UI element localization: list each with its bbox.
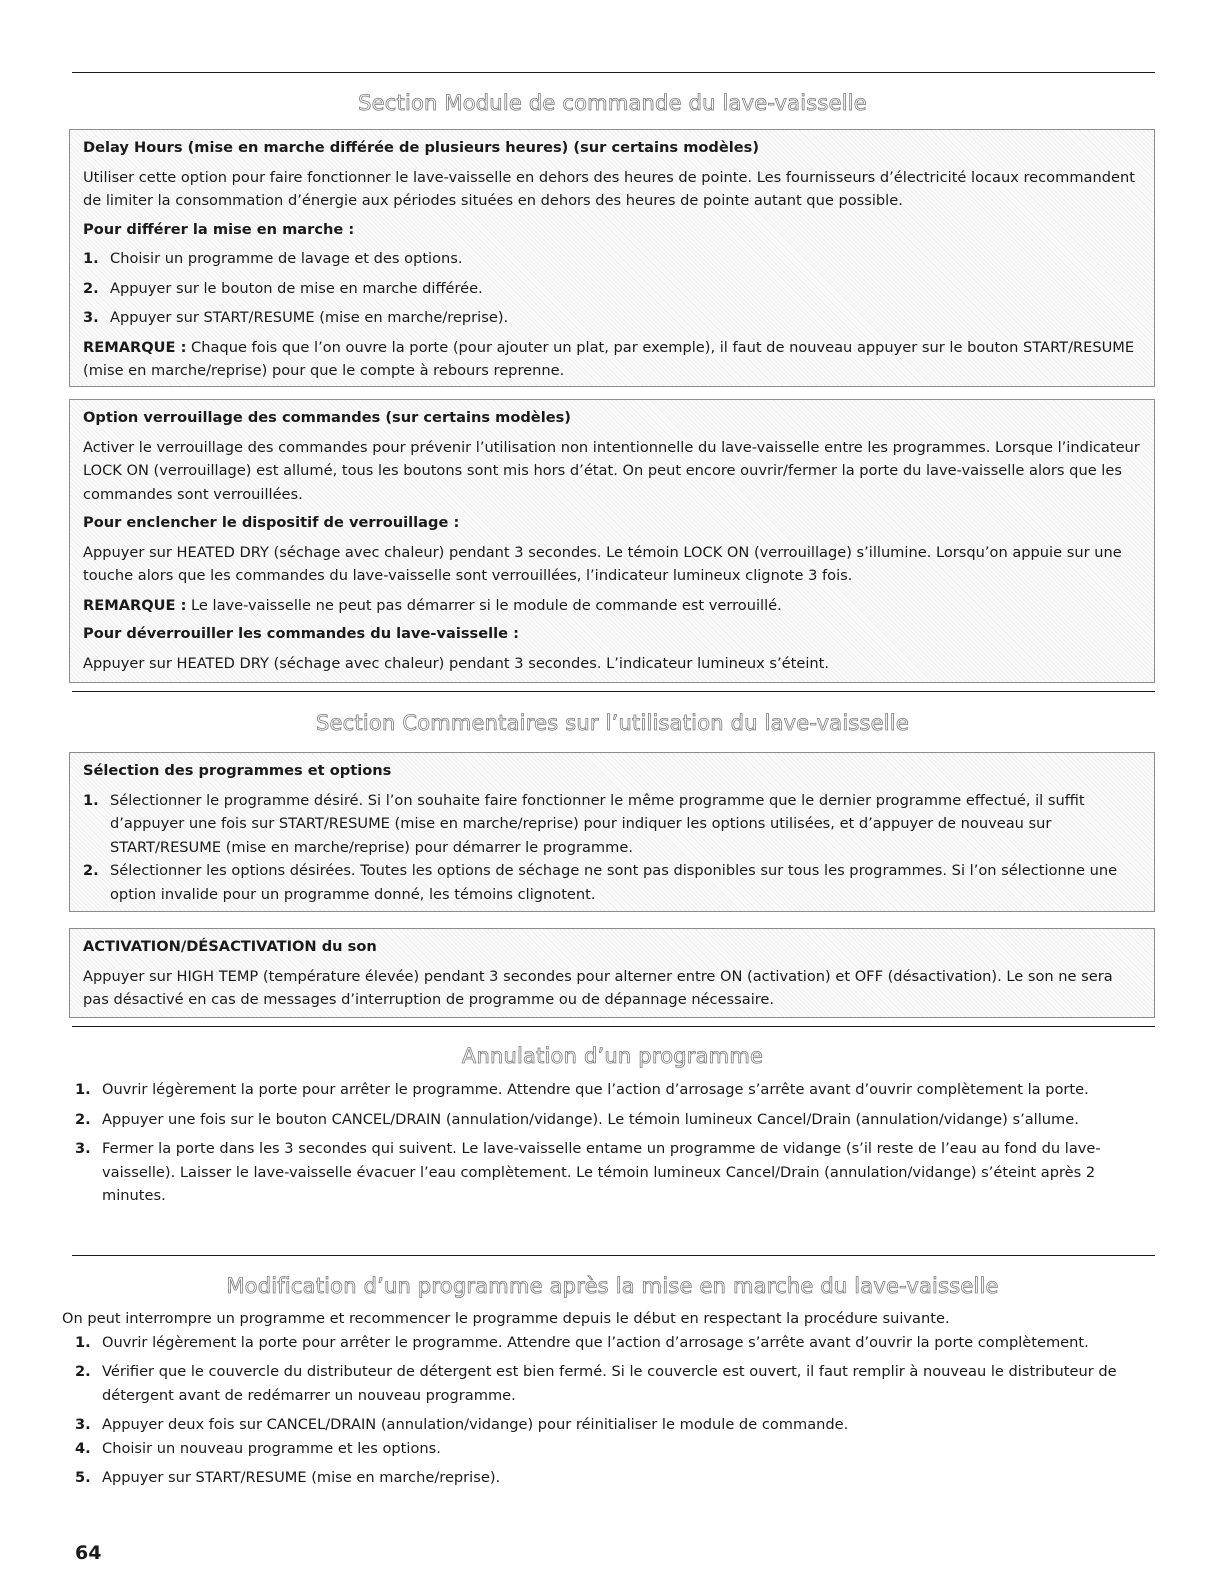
program-selection-box: [69, 752, 1155, 912]
unlock-instructions: Appuyer sur HEATED DRY (séchage avec chaleur) pendant 3 secondes. L’indicateur lumineux s’éteint.: [83, 654, 829, 672]
step-text: Appuyer sur le bouton de mise en marche différée.: [110, 279, 483, 297]
delay-hours-subheading: Pour différer la mise en marche :: [83, 220, 355, 238]
section-title-cancel-program: Annulation d’un programme: [461, 1044, 764, 1068]
delay-hours-box: [69, 129, 1155, 387]
page-number: 64: [75, 1542, 102, 1564]
section-title-usage-comments: Section Commentaires sur l’utilisation du lave-vaisselle: [316, 711, 909, 735]
step-number: 1.: [83, 791, 99, 809]
list-item: [83, 789, 1141, 860]
list-item: [75, 1108, 1153, 1132]
delay-hours-intro: Utiliser cette option pour faire fonctionner le lave-vaisselle en dehors des heures de pointe. Les fournisseurs d’électricité locaux recommandent de limiter la consommation d’énergie aux périodes situées en dehors des heures de pointe autant que possible.: [83, 168, 1135, 209]
step-number: 2.: [83, 862, 99, 879]
list-item: [83, 247, 1141, 271]
step-text: Choisir un nouveau programme et les options.: [102, 1439, 441, 1457]
lock-subheading: Pour enclencher le dispositif de verrouillage :: [83, 514, 460, 531]
top-divider: [72, 72, 1155, 73]
step-text: Sélectionner les options désirées. Toutes les options de séchage ne sont pas disponibles sur tous les programmes. Si l’on sélectionne une option invalide pour un programme donné, les témoins clignotent.: [110, 862, 1118, 903]
note-text: Le lave-vaisselle ne peut pas démarrer si le module de commande est verrouillé.: [186, 596, 782, 614]
step-number: 3.: [83, 309, 99, 326]
cancel-program-steps: [75, 1078, 1153, 1208]
step-number: 4.: [75, 1439, 91, 1457]
step-number: 2.: [75, 1110, 91, 1128]
step-number: 1.: [83, 250, 99, 267]
list-item: [75, 1137, 1153, 1208]
step-number: 5.: [75, 1469, 91, 1486]
list-item: [83, 306, 1141, 330]
step-number: 3.: [75, 1416, 91, 1433]
step-text: Vérifier que le couvercle du distributeur de détergent est bien fermé. Si le couvercle est ouvert, il faut remplir à nouveau le distributeur de détergent avant de redémarrer un nouveau programme.: [102, 1363, 1117, 1404]
section-divider: [72, 691, 1155, 692]
step-number: 3.: [75, 1140, 91, 1157]
list-item: [75, 1078, 1153, 1102]
step-text: Appuyer sur START/RESUME (mise en marche/reprise).: [110, 309, 509, 326]
control-lock-note: [83, 594, 1141, 618]
step-text: Ouvrir légèrement la porte pour arrêter le programme. Attendre que l’action d’arrosage s’arrête avant d’ouvrir complètement la porte.: [102, 1081, 1089, 1098]
section-divider: [72, 1026, 1155, 1027]
modify-program-content: [62, 1307, 1152, 1490]
list-item: [75, 1437, 1152, 1461]
control-lock-intro: Activer le verrouillage des commandes pour prévenir l’utilisation non intentionnelle du lave-vaisselle entre les programmes. Lorsque l’indicateur LOCK ON (verrouillage) est allumé, tous les boutons sont mis hors d’état. On peut encore ouvrir/fermer la porte du lave-vaisselle alors que les commandes sont verrouillées.: [83, 438, 1140, 503]
section-title-control-module: Section Module de commande du lave-vaisselle: [358, 91, 867, 115]
step-text: Appuyer une fois sur le bouton CANCEL/DRAIN (annulation/vidange). Le témoin lumineux Cancel/Drain (annulation/vidange) s’allume.: [102, 1110, 1079, 1128]
list-item: [75, 1466, 1152, 1490]
step-number: 2.: [83, 279, 99, 297]
step-text: Choisir un programme de lavage et des options.: [110, 250, 463, 267]
list-item: [83, 859, 1141, 906]
program-selection-heading: Sélection des programmes et options: [83, 762, 392, 779]
list-item: [75, 1331, 1152, 1355]
step-number: 1.: [75, 1081, 91, 1098]
step-text: Fermer la porte dans les 3 secondes qui suivent. Le lave-vaisselle entame un programme de vidange (s’il reste de l’eau au fond du lave-vaisselle). Laisser le lave-vaisselle évacuer l’eau complètement. Le témoin lumineux Cancel/Drain (annulation/vidange) s’éteint après 2 minutes.: [102, 1140, 1101, 1204]
lock-instructions: Appuyer sur HEATED DRY (séchage avec chaleur) pendant 3 secondes. Le témoin LOCK ON (verrouillage) s’illumine. Lorsqu’on appuie sur une touche alors que les commandes du lave-vaisselle sont verrouillées, l’indicateur lumineux clignote 3 fois.: [83, 543, 1122, 584]
sound-toggle-heading: ACTIVATION/DÉSACTIVATION du son: [83, 938, 377, 955]
step-number: 1.: [75, 1333, 91, 1351]
step-number: 2.: [75, 1363, 91, 1380]
sound-toggle-text: Appuyer sur HIGH TEMP (température élevée) pendant 3 secondes pour alterner entre ON (activation) et OFF (désactivation). Le son ne sera pas désactivé en cas de messages d’interruption de programme ou de dépannage nécessaire.: [83, 967, 1113, 1008]
delay-hours-note: [83, 336, 1141, 383]
step-text: Sélectionner le programme désiré. Si l’on souhaite faire fonctionner le même programme que le dernier programme effectué, il suffit d’appuyer une fois sur START/RESUME (mise en marche/reprise) pour indiquer les options utilisées, et d’appuyer de nouveau sur START/RESUME (mise en marche/reprise) pour démarrer le programme.: [110, 791, 1085, 856]
list-item: [83, 277, 1141, 301]
unlock-subheading: Pour déverrouiller les commandes du lave-vaisselle :: [83, 625, 519, 642]
step-text: Appuyer sur START/RESUME (mise en marche/reprise).: [102, 1469, 501, 1486]
step-text: Appuyer deux fois sur CANCEL/DRAIN (annulation/vidange) pour réinitialiser le module de commande.: [102, 1416, 849, 1433]
section-title-modify-program: Modification d’un programme après la mise en marche du lave-vaisselle: [226, 1274, 999, 1298]
control-lock-heading: Option verrouillage des commandes (sur certains modèles): [83, 409, 571, 426]
control-lock-box: [69, 399, 1155, 683]
list-item: [75, 1413, 1152, 1437]
sound-toggle-box: [69, 928, 1155, 1018]
note-text: Chaque fois que l’on ouvre la porte (pour ajouter un plat, par exemple), il faut de nouveau appuyer sur le bouton START/RESUME (mise en marche/reprise) pour que le compte à rebours reprenne.: [83, 338, 1135, 379]
list-item: [75, 1360, 1152, 1407]
note-label: REMARQUE :: [83, 338, 187, 356]
modify-program-intro: On peut interrompre un programme et recommencer le programme depuis le début en respectant la procédure suivante.: [62, 1310, 950, 1327]
delay-hours-heading: Delay Hours (mise en marche différée de plusieurs heures) (sur certains modèles): [83, 139, 760, 156]
step-text: Ouvrir légèrement la porte pour arrêter le programme. Attendre que l’action d’arrosage s’arrête avant d’ouvrir la porte complètement.: [102, 1333, 1089, 1351]
note-label: REMARQUE :: [83, 596, 187, 614]
section-divider: [72, 1255, 1155, 1256]
